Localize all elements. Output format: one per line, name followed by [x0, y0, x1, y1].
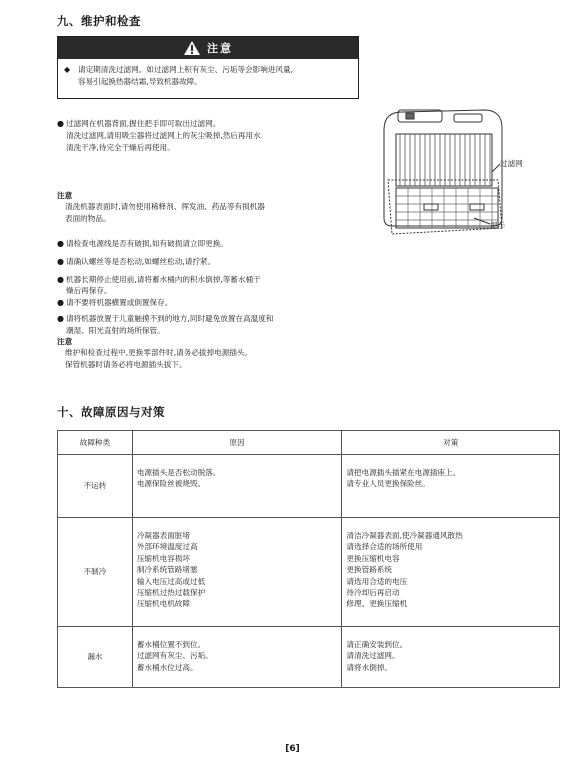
solution-line: 待冷却后再启动: [346, 588, 400, 598]
bullet-text: 请不要将机器横置或倒置保存。: [66, 298, 173, 308]
table-row: [58, 627, 560, 688]
solution-line: 请清洗过滤网。: [346, 651, 400, 661]
caution-line: 请定期清洗过滤网。如过滤网上积有灰尘、污垢等会影响进风量,: [78, 65, 294, 74]
cause-line: 压缩机电容损坏: [136, 553, 190, 563]
note-2-heading: 注意: [57, 337, 73, 346]
section-9-title: 九、维护和检查: [57, 14, 141, 28]
note-line: 清洗机器表面时,请勿使用稀释剂、挥发油、药品等有损机器: [65, 202, 265, 211]
cause-line: 压缩机电机故障: [136, 599, 190, 609]
header-cause: 原因: [132, 431, 342, 455]
table-row: [58, 455, 560, 518]
bullet-dot-icon: ●: [57, 256, 64, 266]
diamond-bullet-icon: ◆: [64, 65, 71, 74]
bullet-text: 潮湿、阳光直射的场所保管。: [66, 325, 165, 335]
cause-line: 蓄水桶水位过高。: [136, 662, 198, 672]
caution-line: 容易引起换热器结霜,导致机器故障。: [78, 76, 202, 86]
cause-line: 电源插头是否松动脱落。: [136, 468, 221, 477]
note-line: 表面的物品。: [65, 213, 111, 223]
maintenance-bullets: [57, 238, 357, 337]
cause-cell: [132, 455, 342, 518]
solution-line: 清洁冷凝器表面,使冷凝器通风散热: [346, 531, 463, 540]
solution-line: 修理、更换压缩机: [346, 599, 408, 609]
bullet-item: [57, 313, 357, 337]
caution-header: [58, 37, 358, 59]
cause-line: 冷凝器表面脏堵: [136, 531, 190, 540]
bullet-dot-icon: ●: [57, 313, 64, 323]
solution-line: 更换压缩机电容: [346, 553, 400, 563]
note-1-heading: 注意: [57, 191, 73, 200]
bullet-item: [57, 274, 357, 298]
table-header-row: [58, 431, 560, 455]
solution-cell: [342, 455, 560, 518]
fault-type-cell: 漏水: [58, 627, 133, 688]
filter-instructions: [57, 118, 357, 153]
cause-line: 过滤网有灰尘、污垢。: [136, 651, 213, 661]
cause-line: 输入电压过高或过低: [136, 576, 206, 586]
solution-line: 请正确安装到位。: [346, 640, 408, 649]
solution-line: 请将水倒掉。: [346, 662, 392, 672]
solution-line: 请选择合适的场所使用: [346, 542, 423, 552]
filter-removal-figure: [374, 100, 534, 240]
solution-line: 更换管路系统: [346, 565, 392, 575]
cause-cell: [132, 627, 342, 688]
header-solution: 对策: [342, 431, 560, 455]
cause-cell: [132, 518, 342, 627]
cause-line: 制冷系统管路堵塞: [136, 565, 198, 575]
bullet-text: 请确认螺丝等是否松动,如螺丝松动,请拧紧。: [66, 256, 216, 266]
solution-line: 请把电源插头插紧在电源插座上。: [346, 468, 461, 477]
solution-line: 请选用合适的电压: [346, 576, 408, 586]
section-10-title: 十、故障原因与对策: [57, 405, 165, 419]
bullet-item: [57, 238, 357, 250]
bullet-dot-icon: ●: [57, 298, 64, 308]
caution-box: [57, 36, 359, 99]
fault-table: [57, 430, 560, 688]
cause-line: 压缩机过热过载保护: [136, 588, 206, 598]
bullet-item: [57, 297, 357, 309]
solution-line: 请专业人员更换保险丝。: [346, 479, 430, 489]
bullet-dot-icon: ●: [57, 274, 64, 284]
solution-cell: [342, 627, 560, 688]
figure-label-filter: 过滤网: [500, 159, 523, 168]
table-row: [58, 518, 560, 627]
filter-line: 清洗干净,待完全干燥后再使用。: [66, 142, 175, 152]
figure-label-handle: 把手: [490, 221, 506, 230]
warning-triangle-icon: [183, 40, 201, 56]
bullet-text: 燥后再保存。: [66, 286, 112, 296]
bullet-dot-icon: ●: [57, 239, 64, 248]
cause-line: 外部环境温度过高: [136, 542, 198, 552]
cause-line: 蓄水桶位置不到位。: [136, 640, 206, 649]
fault-type-cell: 不运转: [58, 455, 133, 518]
page-number: [6]: [285, 744, 300, 754]
filter-line: 清洗过滤网,请用吸尘器将过滤网上的灰尘吸掉,然后再用水: [66, 130, 261, 140]
bullet-dot-icon: ●: [57, 119, 64, 128]
note-line: 保管机器时请务必将电源插头拔下。: [65, 359, 187, 369]
note-1-body: [65, 201, 365, 225]
solution-cell: [342, 518, 560, 627]
caution-heading: 注意: [207, 42, 233, 55]
note-line: 维护和检查过程中,更换零部件时,请务必拔掉电源插头。: [65, 348, 253, 357]
fault-type-cell: 不制冷: [58, 518, 133, 627]
cause-line: 电源保险丝被烧毁。: [136, 479, 206, 489]
bullet-text: 机器长期停止使用前,请将蓄水桶内的积水倒掉,等蓄水桶干: [66, 274, 261, 284]
filter-line: 过滤网在机器背面,握住把手即可取出过滤网。: [66, 119, 221, 128]
bullet-text: 请将机器放置于儿童触摸不到的地方,同时避免放置在高温度和: [66, 313, 274, 323]
bullet-item: [57, 256, 357, 268]
bullet-text: 请检查电源线是否有破损,如有破损请立即更换。: [66, 239, 228, 248]
note-2-body: [65, 347, 365, 371]
header-fault-type: 故障种类: [58, 431, 133, 455]
caution-body: [58, 59, 358, 87]
